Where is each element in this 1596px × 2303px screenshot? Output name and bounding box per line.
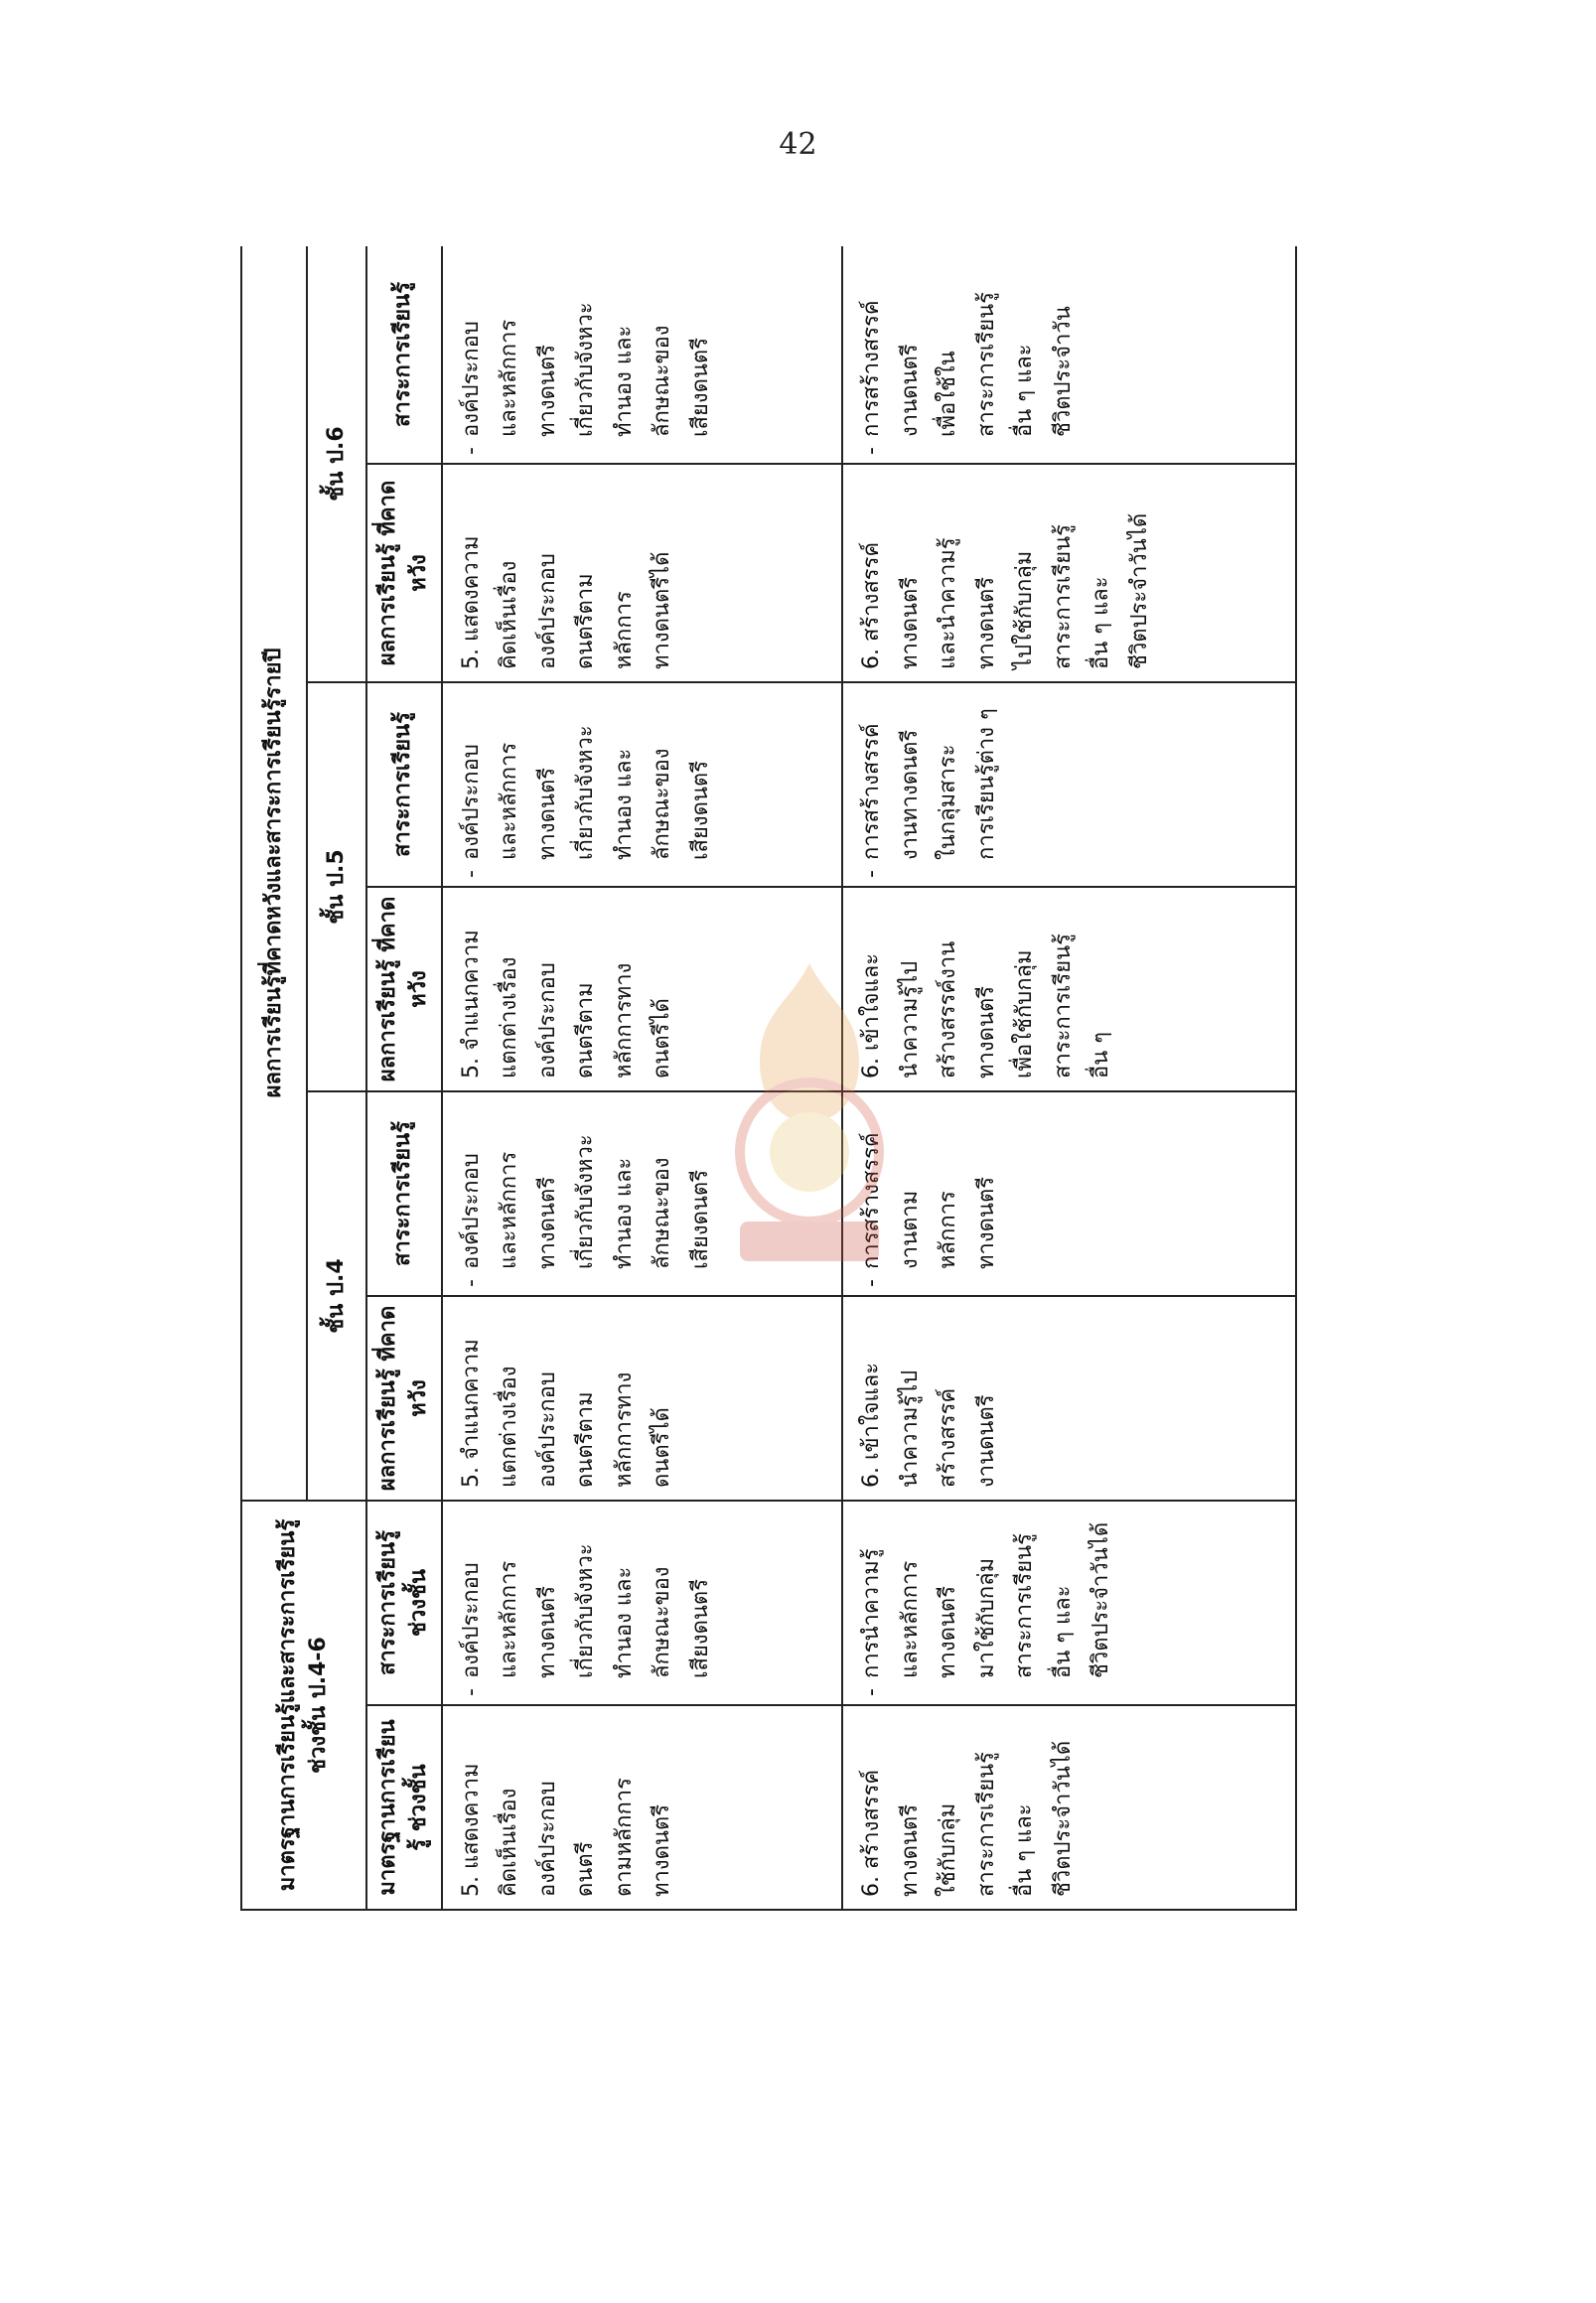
table-cell: - องค์ประกอบ และหลักการ ทางดนตรี เกี่ยวกับจังหวะ ทำนอง และ ลักษณะของ เสียงดนตรี (442, 682, 843, 887)
cell-text: องค์ประกอบ และหลักการ ทางดนตรี เกี่ยวกับจังหวะ ทำนอง และ ลักษณะของ เสียงดนตรี (458, 725, 713, 860)
cell-text: การสร้างสรรค์ งานทางดนตรี ในกลุ่มสาระ การเรียนรู้ต่าง ๆ (859, 708, 999, 860)
header-expected-outcomes: ผลการเรียนรู้ที่คาดหวังและสาระการเรียนรู้รายปี (241, 246, 307, 1501)
table-cell: 6. เข้าใจและ นำความรู้ไป สร้างสรรค์งาน ทางดนตรี เพื่อใช้กับกลุ่ม สาระการเรียนรู้ อื่น ๆ (842, 887, 1296, 1091)
table-cell: - องค์ประกอบ และหลักการ ทางดนตรี เกี่ยวกับจังหวะ ทำนอง และ ลักษณะของ เสียงดนตรี (442, 246, 843, 464)
table-cell: - การสร้างสรรค์ งานทางดนตรี ในกลุ่มสาระ การเรียนรู้ต่าง ๆ (842, 682, 1296, 887)
cell-text: การสร้างสรรค์ งานตาม หลักการ ทางดนตรี (859, 1132, 999, 1269)
table-cell: 5. จำแนกความ แตกต่างเรื่อง องค์ประกอบ ดนตรีตาม หลักการทาง ดนตรีได้ (442, 887, 843, 1091)
col-header: สาระการเรียนรู้ (366, 682, 442, 887)
table-cell: - การสร้างสรรค์ งานดนตรี เพื่อใช้ใน สาระการเรียนรู้ อื่น ๆ และ ชีวิตประจำวัน (842, 246, 1296, 464)
cell-text: องค์ประกอบ และหลักการ ทางดนตรี เกี่ยวกับจังหวะ ทำนอง และ ลักษณะของ เสียงดนตรี (458, 1543, 713, 1678)
rotated-table-wrapper (240, 246, 1297, 1911)
table-cell: 5. จำแนกความ แตกต่างเรื่อง องค์ประกอบ ดนตรีตาม หลักการทาง ดนตรีได้ (442, 1296, 843, 1501)
grade-header-p5: ชั้น ป.5 (307, 682, 366, 1091)
cell-text: องค์ประกอบ และหลักการ ทางดนตรี เกี่ยวกับจังหวะ ทำนอง และ ลักษณะของ เสียงดนตรี (458, 302, 713, 437)
col-header: สาระการเรียนรู้ (366, 246, 442, 464)
table-cell: 6. เข้าใจและ นำความรู้ไป สร้างสรรค์ งานดนตรี (842, 1296, 1296, 1501)
page-number: 42 (779, 127, 817, 162)
table-cell: 6. สร้างสรรค์ ทางดนตรี ใช้กับกลุ่ม สาระการเรียนรู้ อื่น ๆ และ ชีวิตประจำวันได้ (842, 1705, 1296, 1910)
table-cell: 5. แสดงความ คิดเห็นเรื่อง องค์ประกอบ ดนตรีตาม หลักการ ทางดนตรีได้ (442, 464, 843, 682)
col-header: ผลการเรียนรู้ ที่คาดหวัง (366, 887, 442, 1091)
col-header: สาระการเรียนรู้ ช่วงชั้น (366, 1501, 442, 1705)
table-row (442, 246, 843, 1910)
grade-header-p4: ชั้น ป.4 (307, 1091, 366, 1501)
table-cell: - การนำความรู้ และหลักการ ทางดนตรี มาใช้กับกลุ่ม สาระการเรียนรู้ อื่น ๆ และ ชีวิตประจำวันได้ (842, 1501, 1296, 1705)
cell-text: องค์ประกอบ และหลักการ ทางดนตรี เกี่ยวกับจังหวะ ทำนอง และ ลักษณะของ เสียงดนตรี (458, 1134, 713, 1269)
header-standards: มาตรฐานการเรียนรู้และสาระการเรียนรู้ ช่วงชั้น ป.4-6 (241, 1501, 366, 1910)
table-cell: 6. สร้างสรรค์ ทางดนตรี และนำความรู้ ทางดนตรี ไปใช้กับกลุ่ม สาระการเรียนรู้ อื่น ๆ และ ชีวิตประจำวันได้ (842, 464, 1296, 682)
table-cell: 5. แสดงความ คิดเห็นเรื่อง องค์ประกอบ ดนตรี ตามหลักการ ทางดนตรี (442, 1705, 843, 1910)
col-header: สาระการเรียนรู้ (366, 1091, 442, 1296)
col-header: ผลการเรียนรู้ ที่คาดหวัง (366, 1296, 442, 1501)
cell-text: การนำความรู้ และหลักการ ทางดนตรี มาใช้กับกลุ่ม สาระการเรียนรู้ อื่น ๆ และ ชีวิตประจำวันได้ (859, 1521, 1114, 1678)
grade-header-p6: ชั้น ป.6 (307, 246, 366, 682)
curriculum-table-frame (240, 246, 1297, 1911)
table-cell: - องค์ประกอบ และหลักการ ทางดนตรี เกี่ยวกับจังหวะ ทำนอง และ ลักษณะของ เสียงดนตรี (442, 1091, 843, 1296)
table-row (842, 246, 1296, 1910)
col-header: มาตรฐานการเรียนรู้ ช่วงชั้น (366, 1705, 442, 1910)
cell-text: การสร้างสรรค์ งานดนตรี เพื่อใช้ใน สาระการเรียนรู้ อื่น ๆ และ ชีวิตประจำวัน (859, 291, 1076, 437)
col-header: ผลการเรียนรู้ ที่คาดหวัง (366, 464, 442, 682)
table-cell: - องค์ประกอบ และหลักการ ทางดนตรี เกี่ยวกับจังหวะ ทำนอง และ ลักษณะของ เสียงดนตรี (442, 1501, 843, 1705)
curriculum-table (240, 246, 1297, 1911)
table-cell: - การสร้างสรรค์ งานตาม หลักการ ทางดนตรี (842, 1091, 1296, 1296)
